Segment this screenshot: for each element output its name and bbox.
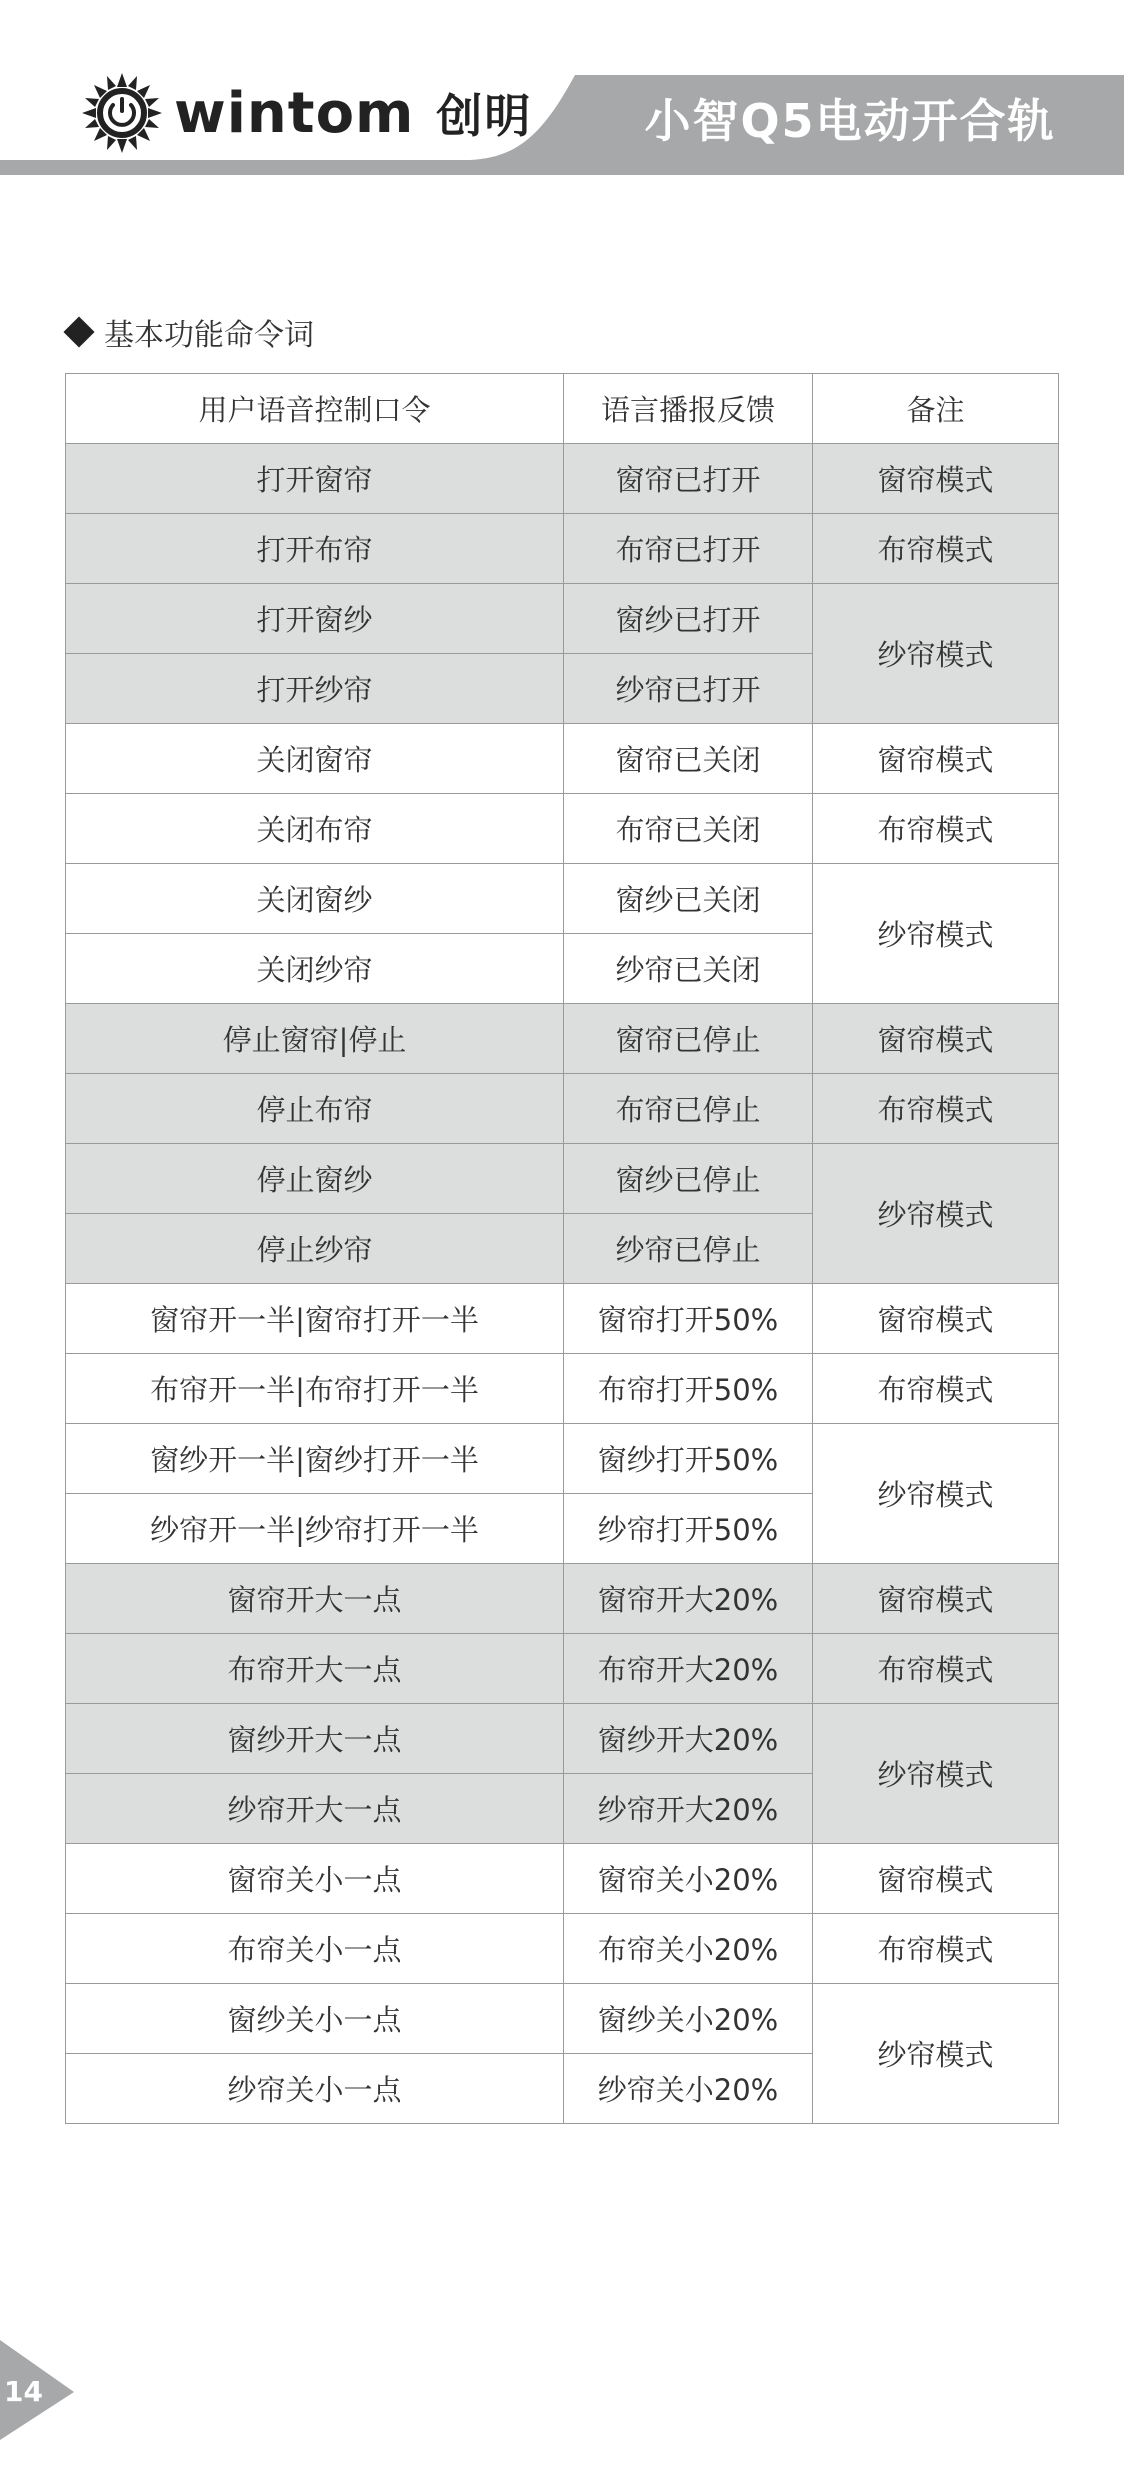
feedback-cell: 窗帘已打开 — [564, 444, 813, 514]
command-cell: 关闭布帘 — [66, 794, 564, 864]
command-cell: 窗帘关小一点 — [66, 1844, 564, 1914]
table-row — [66, 1074, 1059, 1144]
command-cell: 布帘关小一点 — [66, 1914, 564, 1984]
command-cell: 关闭纱帘 — [66, 934, 564, 1004]
table-row — [66, 1914, 1059, 1984]
feedback-cell: 窗纱开大20% — [564, 1704, 813, 1774]
command-cell: 关闭窗帘 — [66, 724, 564, 794]
feedback-cell: 窗纱已打开 — [564, 584, 813, 654]
table-row — [66, 1844, 1059, 1914]
feedback-cell: 窗纱关小20% — [564, 1984, 813, 2054]
feedback-cell: 布帘已关闭 — [564, 794, 813, 864]
feedback-cell: 纱帘已关闭 — [564, 934, 813, 1004]
table-row — [66, 724, 1059, 794]
section-heading-text: 基本功能命令词 — [104, 318, 314, 353]
table-row — [66, 1634, 1059, 1704]
brand-logo — [80, 68, 532, 158]
note-cell: 布帘模式 — [813, 1074, 1059, 1144]
feedback-cell: 纱帘关小20% — [564, 2054, 813, 2124]
feedback-cell: 布帘开大20% — [564, 1634, 813, 1704]
feedback-cell: 窗帘已停止 — [564, 1004, 813, 1074]
command-cell: 窗纱开一半|窗纱打开一半 — [66, 1424, 564, 1494]
note-cell: 窗帘模式 — [813, 1844, 1059, 1914]
note-cell: 布帘模式 — [813, 1914, 1059, 1984]
note-cell: 布帘模式 — [813, 794, 1059, 864]
column-header: 备注 — [813, 374, 1059, 444]
table-row — [66, 1564, 1059, 1634]
table-row — [66, 1144, 1059, 1214]
command-cell: 窗纱开大一点 — [66, 1704, 564, 1774]
feedback-cell: 布帘关小20% — [564, 1914, 813, 1984]
table-row — [66, 1284, 1059, 1354]
command-cell: 布帘开大一点 — [66, 1634, 564, 1704]
feedback-cell: 布帘打开50% — [564, 1354, 813, 1424]
command-cell: 打开窗帘 — [66, 444, 564, 514]
feedback-cell: 窗帘开大20% — [564, 1564, 813, 1634]
feedback-cell: 布帘已停止 — [564, 1074, 813, 1144]
command-cell: 纱帘关小一点 — [66, 2054, 564, 2124]
command-cell: 打开窗纱 — [66, 584, 564, 654]
command-cell: 关闭窗纱 — [66, 864, 564, 934]
table-row — [66, 864, 1059, 934]
sun-gear-icon — [80, 71, 164, 155]
command-cell: 布帘开一半|布帘打开一半 — [66, 1354, 564, 1424]
command-cell: 打开纱帘 — [66, 654, 564, 724]
feedback-cell: 窗纱已停止 — [564, 1144, 813, 1214]
table-row — [66, 794, 1059, 864]
table-row — [66, 1354, 1059, 1424]
diamond-bullet-icon — [63, 316, 94, 347]
section-heading — [64, 310, 314, 354]
feedback-cell: 窗纱已关闭 — [564, 864, 813, 934]
note-cell: 窗帘模式 — [813, 444, 1059, 514]
feedback-cell: 纱帘开大20% — [564, 1774, 813, 1844]
command-cell: 窗纱关小一点 — [66, 1984, 564, 2054]
note-cell: 布帘模式 — [813, 1354, 1059, 1424]
table-row — [66, 444, 1059, 514]
command-cell: 纱帘开大一点 — [66, 1774, 564, 1844]
note-cell: 纱帘模式 — [813, 1144, 1059, 1284]
note-cell: 布帘模式 — [813, 514, 1059, 584]
feedback-cell: 纱帘打开50% — [564, 1494, 813, 1564]
note-cell: 窗帘模式 — [813, 1004, 1059, 1074]
page-header — [0, 0, 1124, 180]
table-header-row — [66, 374, 1059, 444]
feedback-cell: 窗帘已关闭 — [564, 724, 813, 794]
command-cell: 停止纱帘 — [66, 1214, 564, 1284]
table-row — [66, 1704, 1059, 1774]
table-row — [66, 1984, 1059, 2054]
brand-name-en: wintom — [174, 80, 415, 146]
note-cell: 纱帘模式 — [813, 864, 1059, 1004]
feedback-cell: 窗帘关小20% — [564, 1844, 813, 1914]
product-title: 小智Q5电动开合轨 — [644, 94, 1056, 148]
feedback-cell: 纱帘已打开 — [564, 654, 813, 724]
command-cell: 窗帘开一半|窗帘打开一半 — [66, 1284, 564, 1354]
table-row — [66, 584, 1059, 654]
command-table — [65, 373, 1059, 2124]
note-cell: 布帘模式 — [813, 1634, 1059, 1704]
note-cell: 纱帘模式 — [813, 1984, 1059, 2124]
command-cell: 纱帘开一半|纱帘打开一半 — [66, 1494, 564, 1564]
page-number: 14 — [4, 2375, 43, 2408]
note-cell: 纱帘模式 — [813, 1704, 1059, 1844]
note-cell: 窗帘模式 — [813, 1564, 1059, 1634]
brand-name-cn: 创明 — [436, 89, 533, 143]
table-row — [66, 514, 1059, 584]
command-cell: 停止布帘 — [66, 1074, 564, 1144]
note-cell: 窗帘模式 — [813, 724, 1059, 794]
feedback-cell: 窗纱打开50% — [564, 1424, 813, 1494]
command-cell: 窗帘开大一点 — [66, 1564, 564, 1634]
feedback-cell: 纱帘已停止 — [564, 1214, 813, 1284]
feedback-cell: 布帘已打开 — [564, 514, 813, 584]
note-cell: 纱帘模式 — [813, 1424, 1059, 1564]
feedback-cell: 窗帘打开50% — [564, 1284, 813, 1354]
table-row — [66, 1004, 1059, 1074]
note-cell: 窗帘模式 — [813, 1284, 1059, 1354]
table-row — [66, 1424, 1059, 1494]
column-header: 语言播报反馈 — [564, 374, 813, 444]
command-cell: 停止窗帘|停止 — [66, 1004, 564, 1074]
command-cell: 停止窗纱 — [66, 1144, 564, 1214]
command-cell: 打开布帘 — [66, 514, 564, 584]
column-header: 用户语音控制口令 — [66, 374, 564, 444]
note-cell: 纱帘模式 — [813, 584, 1059, 724]
